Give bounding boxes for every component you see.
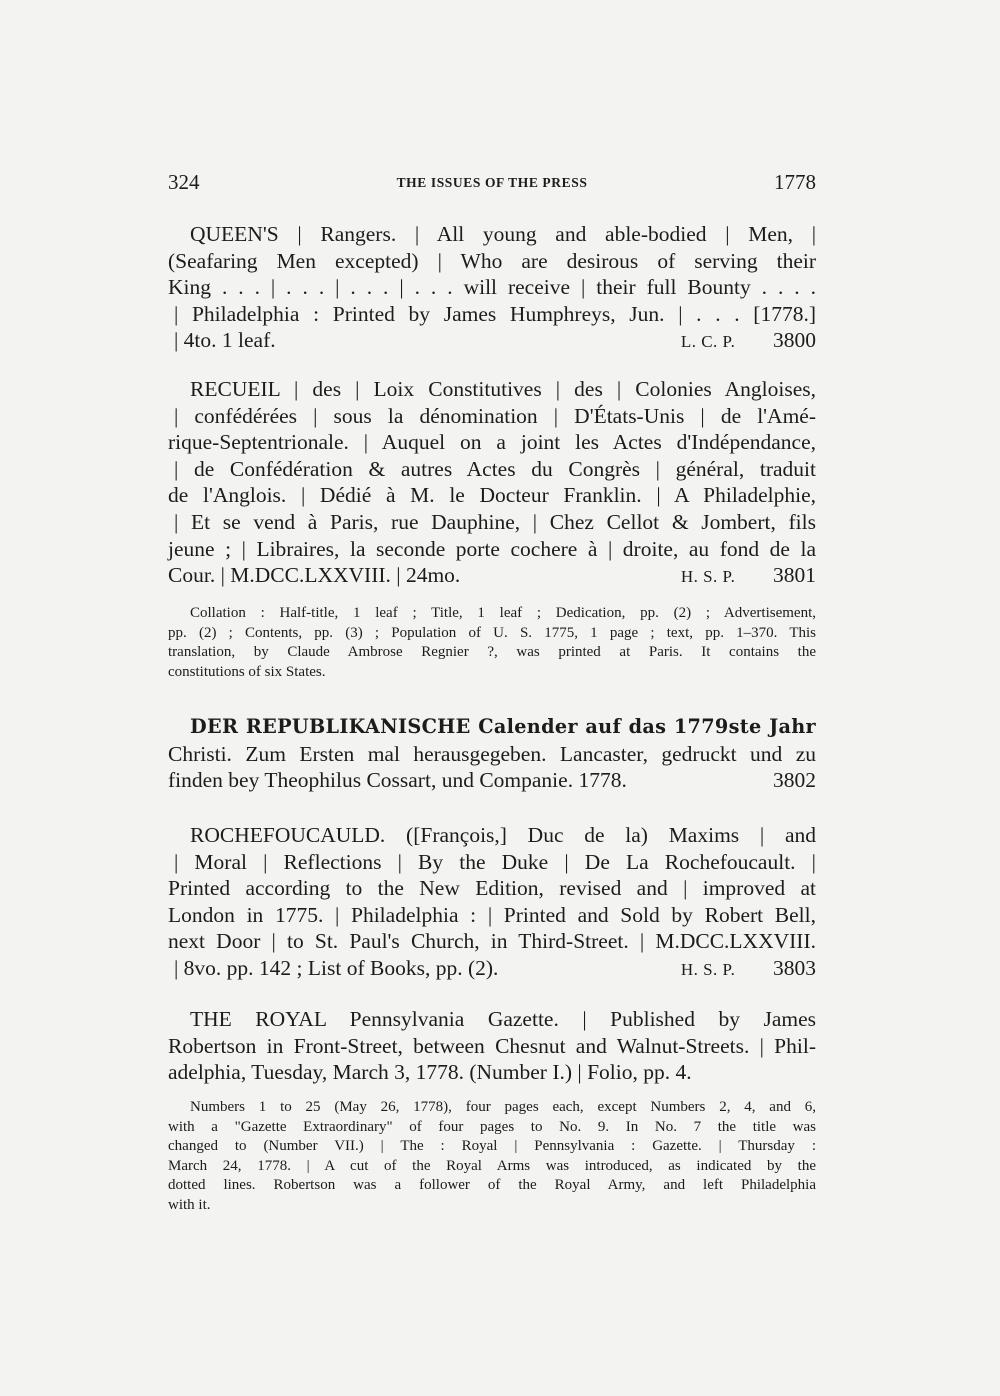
page-number: 324 [168,170,200,194]
entry-line: | 8vo. pp. 142 ; List of Books, pp. (2). [174,955,499,980]
entry-line: jeune ; | Libraires, la seconde porte cochere à | droite, au fond de la [168,536,816,561]
entry-line: finden bey Theophilus Cossart, und Companie. 1778. [168,768,627,793]
entry-line-last [168,562,816,589]
running-title: THE ISSUES OF THE PRESS [396,175,588,190]
entry-line: | confédérées | sous la dénomination | D'États-Unis | de l'Amé- [174,403,816,428]
entry-reference [681,562,816,591]
note-line: Collation : Half-title, 1 leaf ; Title, 1 leaf ; Dedication, pp. (2) ; Advertisement, [190,605,816,621]
note-line: March 24, 1778. | A cut of the Royal Arms was introduced, as indicated by the [168,1157,816,1174]
entry-number: 3803 [773,955,816,980]
note-line: Numbers 1 to 25 (May 26, 1778), four pages each, except Numbers 2, 4, and 6, [190,1099,816,1115]
entry-note-3801 [168,604,816,682]
note-line: with a "Gazette Extraordinary" of four pages to No. 9. In No. 7 the title was [168,1118,816,1135]
location-code: H. S. P. [680,567,736,587]
entry-line: King . . . | . . . | . . . | . . . will receive | their full Bounty . . . . [168,275,816,300]
entry-line-last [168,955,816,982]
note-line: translation, by Claude Ambrose Regnier ?, was printed at Paris. It contains the [168,644,816,660]
entry-reference [681,327,816,356]
note-line: with it. [168,1196,211,1213]
entry-line: Printed according to the New Edition, revised and | improved at [168,876,816,901]
entry-line: Robertson in Front-Street, between Chesnut and Walnut-Streets. | Phil- [168,1033,816,1058]
entry-line: | Philadelphia : Printed by James Humphreys, Jun. | . . . [1778.] [174,301,816,326]
entry-line: DER REPUBLIKANISCHE Calender auf das 1779ste Jahr [190,715,816,738]
entry-number: 3801 [773,563,816,588]
note-line: dotted lines. Robertson was a follower of the Royal Army, and left Philadelphia [168,1177,816,1193]
note-line: changed to (Number VII.) | The : Royal | Pennsylvania : Gazette. | Thursday : [168,1138,816,1154]
entry-line: de l'Anglois. | Dédié à M. le Docteur Franklin. | A Philadelphie, [168,483,816,508]
entry-reference [773,767,816,794]
entry-line: | Moral | Reflections | By the Duke | De La Rochefoucault. | [174,849,816,874]
entry-line: (Seafaring Men excepted) | Who are desirous of serving their [168,248,816,273]
entry-line-last [168,767,816,794]
entry-line: | 4to. 1 leaf. [174,328,276,353]
entry-royal-gazette [168,1006,816,1086]
note-line: pp. (2) ; Contents, pp. (3) ; Population of U. S. 1775, 1 page ; text, pp. 1–370. This [168,624,816,641]
entry-line: | de Confédération & autres Actes du Congrès | général, traduit [174,456,816,481]
entry-line: QUEEN'S | Rangers. | All young and able-bodied | Men, | [190,222,816,246]
header-year: 1778 [774,170,816,194]
page-header [168,170,816,200]
entry-3801 [168,376,816,589]
entry-line: Cour. | M.DCC.LXXVIII. | 24mo. [168,563,461,588]
entry-line-last [168,327,816,354]
location-code: L. C. P. [680,332,736,352]
entry-note-royal-gazette [168,1098,816,1215]
entry-3802 [168,714,816,794]
location-code: H. S. P. [680,959,736,979]
entry-line: | Et se vend à Paris, rue Dauphine, | Chez Cellot & Jombert, fils [174,509,816,534]
entry-line: ROCHEFOUCAULD. ([François,] Duc de la) Maxims | and [190,823,816,847]
entry-line: London in 1775. | Philadelphia : | Printed and Sold by Robert Bell, [168,902,816,927]
entry-number: 3800 [773,328,816,353]
entry-3800 [168,221,816,354]
entry-line: RECUEIL | des | Loix Constitutives | des | Colonies Angloises, [190,377,816,401]
entry-line: Christi. Zum Ersten mal herausgegeben. Lancaster, gedruckt und zu [168,741,816,766]
entry-number: 3802 [773,768,816,793]
entry-line: next Door | to St. Paul's Church, in Third-Street. | M.DCC.LXXVIII. [168,929,816,954]
entry-3803 [168,822,816,982]
entry-line: THE ROYAL Pennsylvania Gazette. | Published by James [190,1007,816,1031]
entry-reference [681,955,816,984]
note-line: constitutions of six States. [168,663,326,680]
entry-line: rique-Septentrionale. | Auquel on a joint les Actes d'Indépendance, [168,430,816,455]
entry-line: adelphia, Tuesday, March 3, 1778. (Number I.) | Folio, pp. 4. [168,1060,692,1085]
